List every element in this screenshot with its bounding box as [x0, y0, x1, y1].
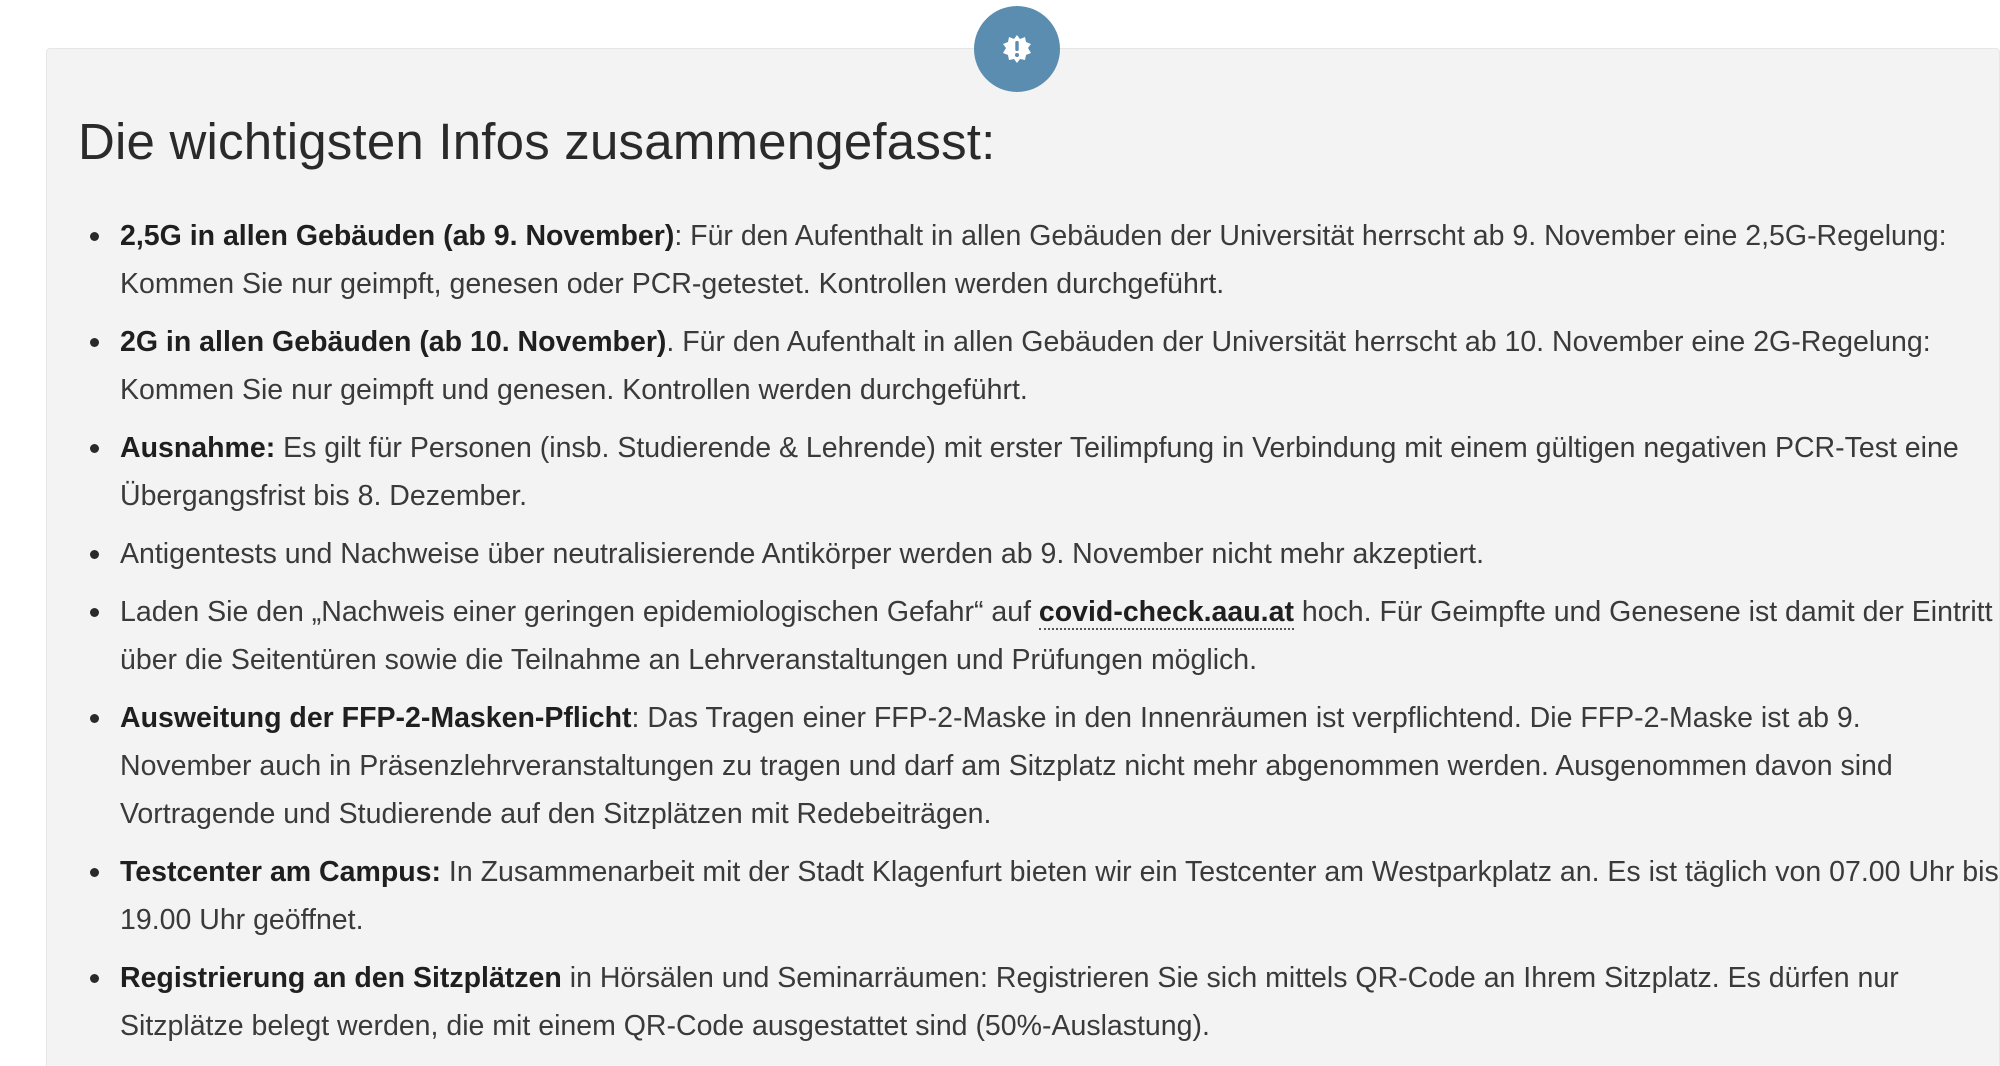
list-item: [120, 848, 2000, 944]
bullet-icon: [90, 550, 99, 559]
list-item: [120, 424, 2000, 520]
info-list: [78, 212, 2000, 1060]
item-heading: Ausnahme:: [120, 432, 276, 464]
info-box-title: Die wichtigsten Infos zusammengefasst:: [78, 113, 996, 170]
bullet-icon: [90, 338, 99, 347]
item-heading: 2,5G in allen Gebäuden (ab 9. November): [120, 220, 675, 252]
list-item: [120, 694, 2000, 838]
item-heading: 2G in allen Gebäuden (ab 10. November): [120, 326, 667, 358]
bullet-icon: [90, 608, 99, 617]
item-text: : Das Tragen einer FFP-2-Maske in den Innenräumen ist verpflichtend. Die FFP-2-Maske ist ab 9. November auch in Präsenzlehrveranstaltungen zu tragen und darf am Sitzplatz nicht mehr abgenommen werden. Ausgenommen davon sind Vortragende und Studierende auf den Sitzplätzen mit Redebeiträgen.: [120, 702, 1893, 830]
item-text: Es gilt für Personen (insb. Studierende & Lehrende) mit erster Teilimpfung in Verbindung mit einem gültigen negativen PCR-Test eine Übergangsfrist bis 8. Dezember.: [120, 432, 1959, 512]
bullet-icon: [90, 974, 99, 983]
item-text: : Für den Aufenthalt in allen Gebäuden der Universität herrscht ab 9. November eine 2,5G-Regelung: Kommen Sie nur geimpft, genesen oder PCR-getestet. Kontrollen werden durchgeführt.: [120, 220, 1947, 300]
item-text-before-link: Laden Sie den „Nachweis einer geringen epidemiologischen Gefahr“ auf: [120, 596, 1039, 628]
item-text: In Zusammenarbeit mit der Stadt Klagenfurt bieten wir ein Testcenter am Westparkplatz an. Es ist täglich von 07.00 Uhr bis 19.00 Uhr geöffnet.: [120, 856, 1999, 936]
item-text: in Hörsälen und Seminarräumen: Registrieren Sie sich mittels QR-Code an Ihrem Sitzplatz. Es dürfen nur Sitzplätze belegt werden, die mit einem QR-Code ausgestattet sind (50%-Auslastung).: [120, 962, 1899, 1042]
covid-check-link[interactable]: covid-check.aau.at: [1038, 596, 1294, 628]
bullet-icon: [90, 444, 99, 453]
item-text: . Für den Aufenthalt in allen Gebäuden der Universität herrscht ab 10. November eine 2G-Regelung: Kommen Sie nur geimpft und genesen. Kontrollen werden durchgeführt.: [120, 326, 1931, 406]
list-item: [120, 530, 2000, 578]
item-heading: Registrierung an den Sitzplätzen: [120, 962, 562, 994]
alert-seal-icon: [1002, 34, 1032, 64]
item-heading: Ausweitung der FFP-2-Masken-Pflicht: [120, 702, 632, 734]
alert-badge: [974, 6, 1060, 92]
item-text: Antigentests und Nachweise über neutralisierende Antikörper werden ab 9. November nicht mehr akzeptiert.: [120, 538, 1484, 570]
bullet-icon: [90, 232, 99, 241]
list-item: [120, 318, 2000, 414]
bullet-icon: [90, 868, 99, 877]
list-item: [120, 212, 2000, 308]
item-heading: Testcenter am Campus:: [120, 856, 441, 888]
bullet-icon: [90, 714, 99, 723]
list-item: [120, 588, 2000, 684]
item-text-after-link: hoch. Für Geimpfte und Genesene ist damit der Eintritt über die Seitentüren sowie die Teilnahme an Lehrveranstaltungen und Prüfungen möglich.: [120, 596, 1993, 676]
list-item: [120, 954, 2000, 1050]
